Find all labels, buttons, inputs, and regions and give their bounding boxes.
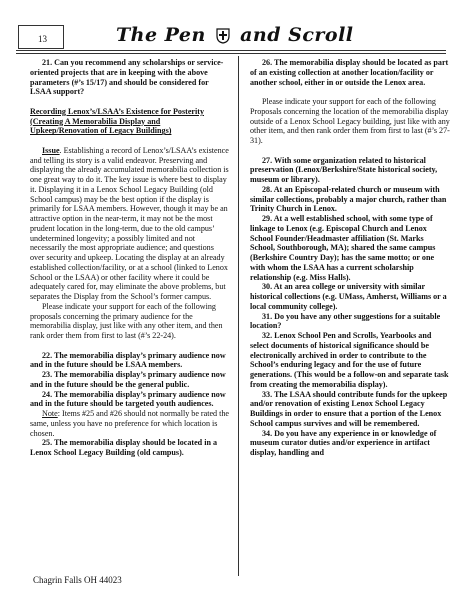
question-21: 21. Can you recommend any scholarships or service-oriented projects that are in keeping with the above parameters (#’s 15/17) and should be considered for LSAA support? (30, 58, 224, 97)
question-27: 27. With some organization related to historical preservation (Lenox/Berkshire/State historical society, museum or library). (250, 155, 438, 184)
page-number: 13 (38, 34, 47, 44)
question-34: 34. Do you have any experience in or knowledge of museum curator duties and/or experience in artifact display, handling and (250, 428, 437, 457)
note-label: Note (42, 409, 58, 418)
issue-text: . Establishing a record of Lenox’s/LSAA’s existence and telling its story is a valid endeavor. Preserving and displaying the already accumulated memorabilia collection is one great way to do it. The key issue is where best to display it. Displaying it in a Lenox School Legacy Building (old School campus) may be the best option if the display is primarily for LSAA members. However, though it may be an attractive option in the near-term, it may not be the most prudent location in the long-term, due to the old campus’ undetermined longevity; a possibly limited and not necessarily the most appropriate audience; and questions over security and upkeep. Locating the display at an already established collection/facility, or at a school (linked to Lenox School or the LSAA) or other facility where it could be adequately cared for, may eliminate the above problems, but separates the Display from the School’s former campus. (30, 145, 229, 301)
footer-address: Chagrin Falls OH 44023 (33, 575, 122, 585)
audience-instruction: Please indicate your support for each of the following proposals concerning the primary audience for the memorabilia display, just like with any other item, and then rank order them from first to last (#’s 22-24). (30, 301, 223, 340)
cross-crest-icon (216, 28, 230, 44)
column-divider (238, 56, 239, 576)
section-title: Recording Lenox’s/LSAA’s Existence for Posterity (Creating A Memorabilia Display and Upkeep/Renovation of Legacy Buildings) (30, 106, 204, 136)
question-26: 26. The memorabilia display should be located as part of an existing collection at another location/facility or another school, either in or outside the Lenox area. (250, 58, 449, 87)
question-30: 30. At an area college or university with similar historical collections (e.g. UMass, Amherst, Williams or a local community college). (250, 282, 447, 311)
header-rule-top (16, 50, 446, 51)
note-paragraph (30, 409, 230, 438)
header-rule-bottom (16, 53, 446, 54)
issue-label: Issue (42, 145, 60, 155)
masthead-title-left: The Pen (116, 24, 206, 46)
note-text: : Items #25 and #26 should not normally be rated the same, unless you have no preference for which location is chosen. (30, 409, 230, 438)
question-29: 29. At a well established school, with some type of linkage to Lenox (e.g. Episcopal Church and Lenox School Founder/Headmaster affiliation (St. Marks School, Southborough, MA); shared the same campus (Berkshire Country Day); has the same motto; or one with whom the LSAA has a current scholarship relationship (e.g. Miss Halls). (250, 214, 436, 282)
issue-paragraph (30, 146, 230, 302)
question-31: 31. Do you have any other suggestions for a suitable location? (250, 311, 441, 331)
masthead-title (116, 24, 354, 46)
question-32: 32. Lenox School Pen and Scrolls, Yearbooks and select documents of historical significance should be electronically archived in order to contribute to the School’s enduring legacy and for the use of future generations. (This would be a follow-on and separate task from creating the memorabilia display). (250, 331, 449, 389)
question-22: 22. The memorabilia display’s primary audience now and in the future should be LSAA members. (30, 350, 226, 370)
question-33: 33. The LSAA should contribute funds for the upkeep and/or renovation of existing Lenox School Legacy Buildings in order to ensure that a portion of the Lenox School campus survives and will be remembered. (250, 389, 448, 428)
left-column (30, 58, 230, 468)
question-25: 25. The memorabilia display should be located in a Lenox School Legacy Building (old campus). (30, 438, 218, 457)
right-column (250, 58, 450, 458)
masthead-title-right: and Scroll (240, 24, 354, 46)
question-28: 28. At an Episcopal-related church or museum with similar collections, probably a major church, rather than Trinity Church in Lenox. (250, 184, 447, 214)
question-23: 23. The memorabilia display’s primary audience now and in the future should be the general public. (30, 370, 226, 389)
question-24: 24. The memorabilia display’s primary audience now and in the future should be targeted youth audiences. (30, 389, 226, 409)
location-instruction: Please indicate your support for each of the following Proposals concerning the location of the memorabilia display outside of a Lenox School Legacy building, just like with any other item, and then rank order them from first to last (#’s 27-31). (250, 97, 450, 145)
page-header (16, 24, 446, 48)
